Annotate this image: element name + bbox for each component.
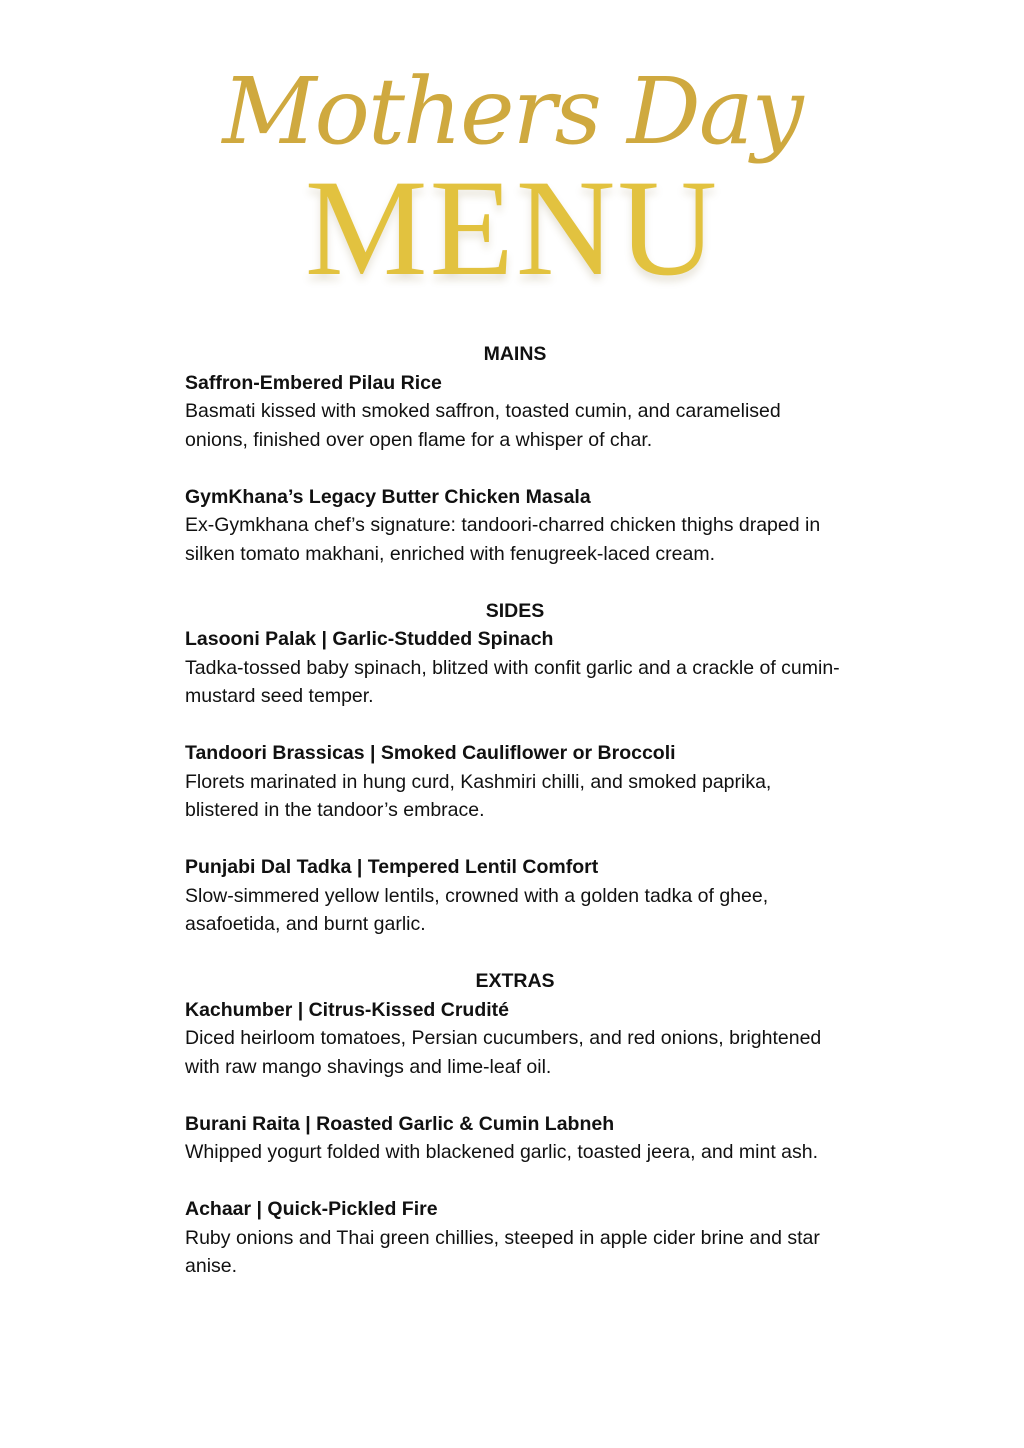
item-name: Lasooni Palak | Garlic-Studded Spinach — [185, 628, 554, 650]
menu-item — [185, 625, 845, 711]
section-extras — [185, 967, 845, 1281]
section-mains — [185, 340, 845, 568]
item-name: GymKhana’s Legacy Butter Chicken Masala — [185, 485, 591, 508]
menu-item — [185, 483, 845, 569]
menu-header — [0, 40, 1024, 310]
item-name: Kachumber | Citrus-Kissed Crudité — [185, 998, 510, 1021]
item-description: Florets marinated in hung curd, Kashmiri chilli, and smoked paprika, blistered in the tandoor’s embrace. — [185, 770, 772, 821]
item-description: Slow-simmered yellow lentils, crowned with a golden tadka of ghee, asafoetida, and burnt garlic. — [185, 884, 769, 935]
section-heading: SIDES — [485, 599, 545, 622]
item-name: Burani Raita | Roasted Garlic & Cumin Labneh — [185, 1112, 615, 1135]
script-title: Mothers Day — [222, 58, 802, 165]
section-sides — [185, 597, 845, 939]
menu-item — [185, 1110, 845, 1167]
item-description: Ruby onions and Thai green chillies, steeped in apple cider brine and star anise. — [185, 1226, 820, 1277]
item-name: Tandoori Brassicas | Smoked Cauliflower or Broccoli — [185, 742, 676, 764]
item-name: Punjabi Dal Tadka | Tempered Lentil Comfort — [185, 856, 599, 878]
item-description: Whipped yogurt folded with blackened garlic, toasted jeera, and mint ash. — [185, 1141, 819, 1163]
item-description: Diced heirloom tomatoes, Persian cucumbers, and red onions, brightened with raw mango shavings and lime-leaf oil. — [185, 1027, 822, 1078]
menu-item — [185, 853, 845, 939]
menu-content — [185, 340, 845, 1281]
menu-item — [185, 369, 845, 455]
item-description: Ex-Gymkhana chef’s signature: tandoori-charred chicken thighs draped in silken tomato makhani, enriched with fenugreek-laced cream. — [185, 514, 821, 565]
menu-item — [185, 739, 845, 825]
menu-item — [185, 996, 845, 1082]
item-description: Basmati kissed with smoked saffron, toasted cumin, and caramelised onions, finished over open flame for a whisper of char. — [185, 400, 781, 451]
item-description: Tadka-tossed baby spinach, blitzed with confit garlic and a crackle of cumin-mustard seed temper. — [185, 656, 840, 707]
item-name: Saffron-Embered Pilau Rice — [185, 371, 442, 394]
section-heading: MAINS — [483, 343, 547, 365]
item-name: Achaar | Quick-Pickled Fire — [185, 1198, 438, 1220]
menu-item — [185, 1195, 845, 1281]
menu-title: MENU — [304, 151, 720, 304]
section-heading: EXTRAS — [475, 970, 555, 992]
